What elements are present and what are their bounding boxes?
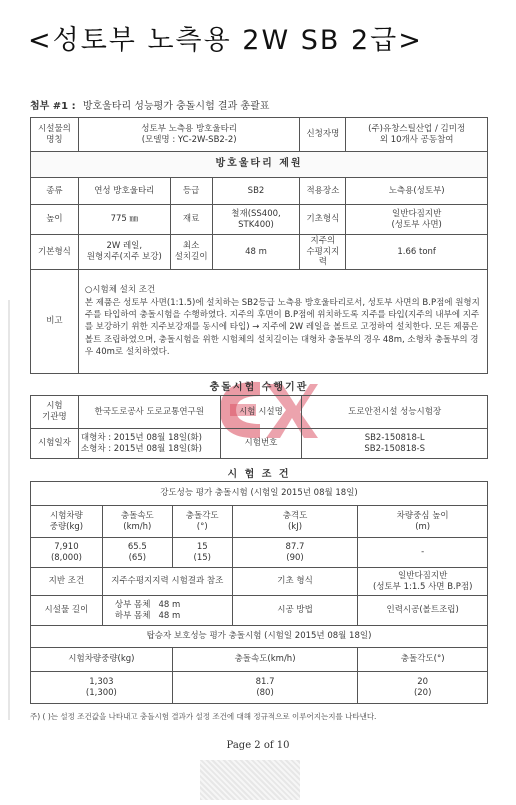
spec-cell: 연성 방호울타리 (78, 178, 170, 205)
spec-cell: 775 ㎜ (78, 205, 170, 235)
spec-cell: 기초형식 (300, 205, 346, 235)
strength-header: 충돌각도 (°) (172, 506, 232, 538)
remark-label: 비고 (31, 269, 79, 373)
remark-body: 본 제품은 성토부 사면(1:1.5)에 설치하는 SB2등급 노측용 방호울타리로서, 성토부 사면의 B.P점에 원형지주를 타입하여 충돌시험을 수행하였다. 지주의 후면이 B.P점에 위치하도록 지주를 타입(지주의 내부에 지주를 보강하기 위한 지주보강재를 동시에 타입) → 지주에 2W 레일을 볼트로 고정하여 설치한다. 모든 제품은 볼트 조립하였으며, 충돌시험을 위한 시험체의 설치길이는 대형차 충돌부의 경우 48m, 소형차 충돌부의 경우 40m로 설치하였다. (84, 297, 480, 357)
ground-label: 지반 조건 (31, 568, 103, 596)
spec-cell: 일반다짐지반 (성토부 사면) (346, 205, 488, 235)
applicant-label: 신청자명 (300, 118, 346, 152)
spec-cell: 지주의 수평지지력 (300, 235, 346, 270)
spec-cell: 노측용(성토부) (346, 178, 488, 205)
spec-cell: 높이 (31, 205, 79, 235)
org-value: 한국도로공사 도로교통연구원 (78, 396, 220, 429)
strength-header: 시험차량 중량(kg) (31, 506, 103, 538)
page-number: Page 2 of 10 (226, 740, 290, 751)
footnote: 주) ( )는 설정 조건값을 나타내고 충돌시험 결과가 설정 조건에 대해 정규적으로 이루어지는지를 나타낸다. (30, 712, 377, 721)
spec-cell: 적용장소 (300, 178, 346, 205)
spec-cell: SB2 (212, 178, 300, 205)
facility-value: 성토부 노측용 방호울타리 (모델명 : YC-2W-SB2-2) (78, 118, 300, 152)
spec-cell: 최소 설치길이 (170, 235, 212, 270)
passenger-test-title: 탑승자 보호성능 평가 충돌시험 (시험일 2015년 08월 18일) (31, 626, 488, 648)
applicant-value: (주)유창스틸산업 / 김미정 외 10개사 공동참여 (346, 118, 488, 152)
conditions-header: 시 험 조 건 (227, 469, 291, 480)
org-label: 시험 기관명 (31, 396, 79, 429)
method-value: 인력시공(볼트조립) (358, 596, 488, 626)
date-label: 시험일자 (31, 429, 79, 459)
passenger-header: 충돌각도(°) (358, 648, 488, 672)
strength-value: 7,910 (8,000) (31, 538, 103, 568)
method-label: 시공 방법 (232, 596, 358, 626)
test-facility-label: 시험 시설명 (220, 396, 302, 429)
facility-label: 시설물의 명칭 (31, 118, 79, 152)
spec-cell: 기본형식 (31, 235, 79, 270)
agency-header: 충돌시험 수행기관 (209, 382, 309, 393)
passenger-value: 1,303 (1,300) (31, 672, 173, 704)
strength-value: 87.7 (90) (232, 538, 358, 568)
date-value: 대형차 : 2015년 08월 18일(화) 소형차 : 2015년 08월 18일(화) (78, 429, 220, 459)
agency-table (30, 395, 488, 459)
attachment-label: 첨부 #1 : (30, 101, 76, 112)
foundation-label: 기초 형식 (232, 568, 358, 596)
spec-cell: 철재(SS400, STK400) (212, 205, 300, 235)
strength-test-title: 강도성능 평가 충돌시험 (시험일 2015년 08월 18일) (31, 482, 488, 506)
passenger-header: 충돌속도(km/h) (172, 648, 358, 672)
foundation-value: 일반다짐지반 (성토부 1:1.5 사면 B.P점) (358, 568, 488, 596)
length-label: 시설물 길이 (31, 596, 103, 626)
strength-value: 15 (15) (172, 538, 232, 568)
attachment-text: 방호울타리 성능평가 충돌시험 결과 총괄표 (82, 101, 270, 112)
conditions-table (30, 481, 488, 704)
spec-cell: 종류 (31, 178, 79, 205)
strength-header: 차량중심 높이 (m) (358, 506, 488, 538)
test-number-label: 시험번호 (220, 429, 302, 459)
spec-cell: 48 m (212, 235, 300, 270)
test-facility-value: 도로안전시설 성능시험장 (302, 396, 488, 429)
passenger-value: 81.7 (80) (172, 672, 358, 704)
remark-content (78, 269, 487, 373)
strength-header: 충돌속도 (km/h) (102, 506, 172, 538)
strength-header: 충격도 (kJ) (232, 506, 358, 538)
spec-cell: 등급 (170, 178, 212, 205)
spec-cell: 1.66 tonf (346, 235, 488, 270)
passenger-header: 시험차량중량(kg) (31, 648, 173, 672)
test-number-value: SB2-150818-L SB2-150818-S (302, 429, 488, 459)
strength-value: 65.5 (65) (102, 538, 172, 568)
strength-value: - (358, 538, 488, 568)
remark-title: ○시험체 설치 조건 (84, 285, 156, 296)
page-heading: <성토부 노측용 2W SB 2급> (28, 25, 423, 56)
passenger-value: 20 (20) (358, 672, 488, 704)
scan-edge (8, 300, 10, 720)
summary-table (30, 117, 488, 374)
official-seal (200, 760, 300, 800)
length-value: 상부 몸체 48 m 하부 몸체 48 m (102, 596, 232, 626)
ground-value: 지주수평지지력 시험결과 참조 (102, 568, 232, 596)
spec-cell: 2W 레일, 원형지주(지주 보강) (78, 235, 170, 270)
spec-cell: 재료 (170, 205, 212, 235)
spec-header: 방호울타리 제원 (31, 152, 488, 178)
attachment-title (30, 97, 269, 112)
